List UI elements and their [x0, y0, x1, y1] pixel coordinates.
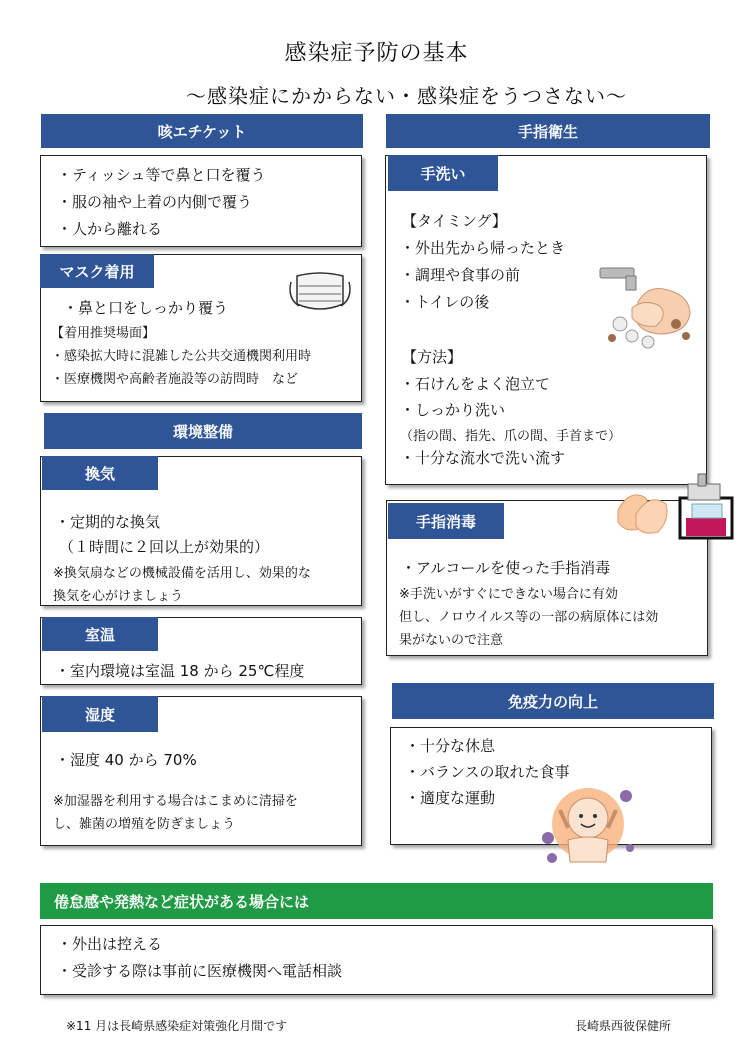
sanitizer-icon: [612, 470, 736, 542]
symptoms-header: 倦怠感や発熱など症状がある場合には: [40, 883, 713, 919]
cough-header: 咳エチケット: [41, 114, 363, 148]
method-heading: 【方法】: [402, 348, 463, 366]
immunity-header: 免疫力の向上: [392, 683, 714, 719]
temperature-line: ・室内環境は室温 18 から 25℃程度: [55, 662, 305, 680]
humidity-note: ※加湿器を利用する場合はこまめに清掃を: [53, 794, 298, 809]
mask-scene: ・感染拡大時に混雑した公共交通機関利用時: [51, 349, 312, 364]
handwashing-icon: [598, 262, 700, 352]
page-title: 感染症予防の基本: [284, 41, 469, 66]
mask-scene-heading: 【着用推奨場面】: [51, 326, 156, 341]
ventilation-note: ※換気扇などの機械設備を活用し、効果的な: [53, 566, 311, 581]
disinfection-note: 但し、ノロウイルス等の一部の病原体には効: [399, 610, 659, 625]
cough-item: ・人から離れる: [57, 220, 163, 238]
humidity-tab: 湿度: [42, 696, 158, 732]
cough-item: ・ティッシュ等で鼻と口を覆う: [57, 166, 266, 184]
mask-tab: マスク着用: [40, 254, 154, 288]
timing-item: ・トイレの後: [400, 293, 490, 311]
mask-item: ・鼻と口をしっかり覆う: [63, 299, 229, 317]
ventilation-line: （１時間に２回以上が効果的）: [59, 538, 270, 556]
environment-header: 環境整備: [44, 413, 362, 449]
symptoms-item: ・受診する際は事前に医療機関へ電話相談: [57, 962, 343, 980]
hand-header: 手指衛生: [386, 114, 710, 148]
disinfection-line: ・アルコールを使った手指消毒: [401, 559, 611, 577]
disinfection-note: 果がないので注意: [399, 633, 504, 648]
timing-item: ・調理や食事の前: [400, 266, 521, 284]
disinfection-tab: 手指消毒: [388, 503, 504, 539]
temperature-tab: 室温: [42, 617, 158, 651]
method-note: （指の間、指先、爪の間、手首まで）: [400, 429, 622, 444]
ventilation-tab: 換気: [42, 456, 158, 490]
method-item: ・石けんをよく泡立て: [400, 375, 551, 393]
method-item: ・十分な流水で洗い流す: [400, 449, 566, 467]
handwashing-tab: 手洗い: [388, 155, 498, 191]
humidity-note: し、雑菌の増殖を防ぎましょう: [53, 817, 236, 832]
footer-note: ※11 月は長崎県感染症対策強化月間です: [66, 1019, 288, 1033]
ventilation-line: ・定期的な換気: [55, 513, 161, 531]
timing-heading: 【タイミング】: [402, 212, 507, 230]
immunity-item: ・適度な運動: [405, 789, 496, 807]
symptoms-box: [40, 925, 713, 995]
timing-item: ・外出先から帰ったとき: [400, 239, 566, 257]
immunity-item: ・十分な休息: [405, 737, 496, 755]
ventilation-note: 換気を心がけましょう: [53, 589, 184, 604]
cough-item: ・服の袖や上着の内側で覆う: [57, 193, 253, 211]
footer-org: 長崎県西彼保健所: [575, 1019, 672, 1033]
disinfection-note: ※手洗いがすぐにできない場合に有効: [399, 587, 618, 602]
humidity-line: ・湿度 40 から 70%: [55, 751, 197, 769]
mask-scene: ・医療機関や高齢者施設等の訪問時 など: [51, 372, 299, 387]
page-subtitle: ～感染症にかからない・感染症をうつさない～: [186, 84, 627, 108]
cough-box: [40, 155, 362, 247]
mask-icon: [285, 268, 355, 318]
method-item: ・しっかり洗い: [400, 401, 506, 419]
immunity-item: ・バランスの取れた食事: [405, 763, 570, 781]
healthy-person-icon: [538, 778, 638, 866]
symptoms-item: ・外出は控える: [57, 935, 163, 953]
